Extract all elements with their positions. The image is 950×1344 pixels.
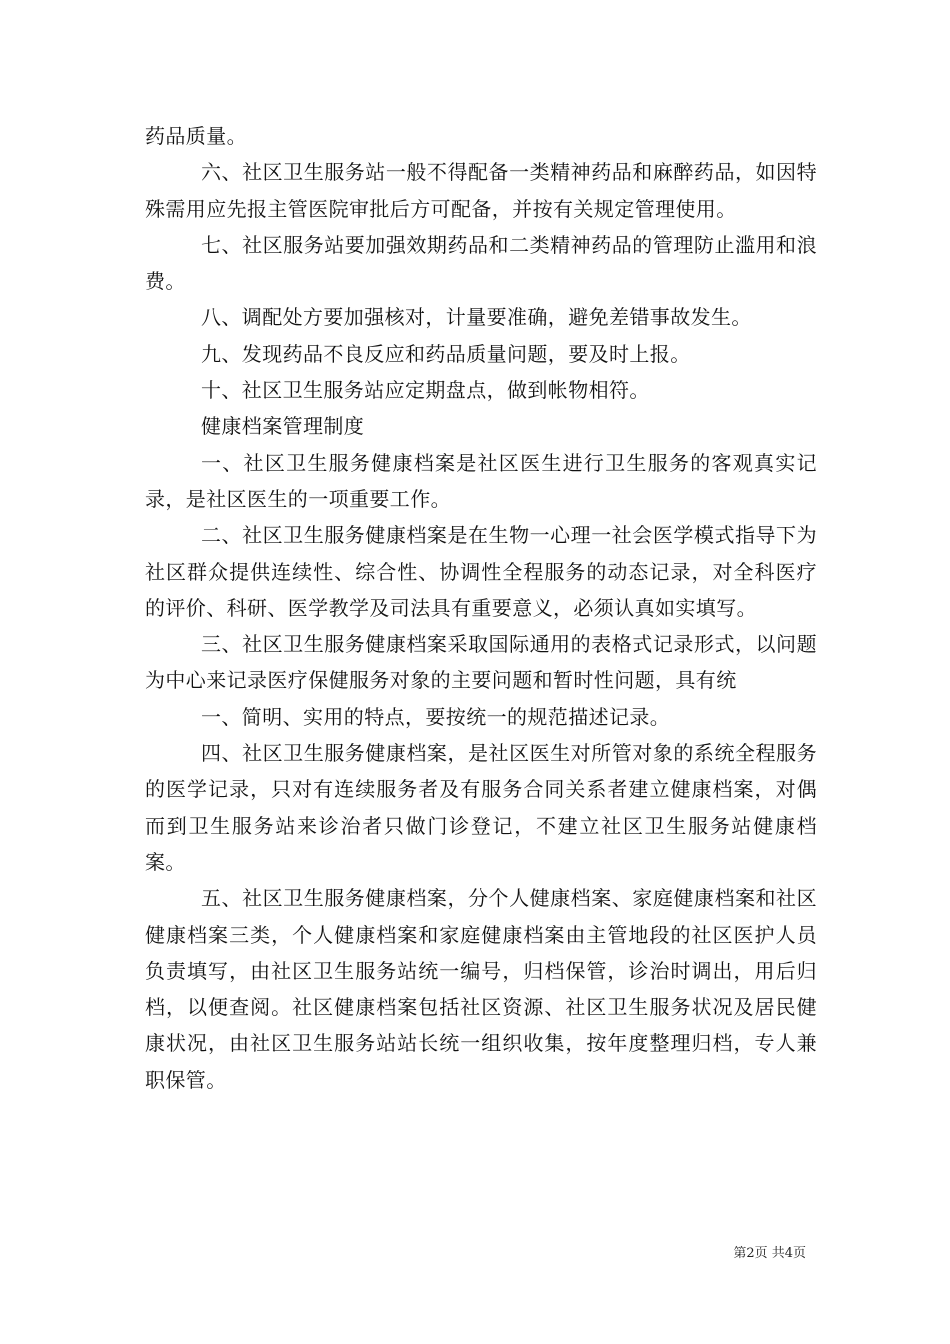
paragraph-11: 一、简明、实用的特点，要按统一的规范描述记录。 — [201, 704, 671, 729]
paragraph-2: 六、社区卫生服务站一般不得配备一类精神药品和麻醉药品，如因特殊需用应先报主管医院审批后方可配备，并按有关规定管理使用。 — [145, 160, 817, 221]
paragraph-8: 一、社区卫生服务健康档案是社区医生进行卫生服务的客观真实记录，是社区医生的一项重要工作。 — [145, 450, 817, 511]
paragraph-12: 四、社区卫生服务健康档案，是社区医生对所管对象的系统全程服务的医学记录，只对有连续服务者及有服务合同关系者建立健康档案，对偶而到卫生服务站来诊治者只做门诊登记，不建立社区卫生服务站健康档案。 — [145, 741, 817, 874]
paragraph-6: 十、社区卫生服务站应定期盘点，做到帐物相符。 — [201, 378, 650, 403]
paragraph-10: 三、社区卫生服务健康档案采取国际通用的表格式记录形式，以问题为中心来记录医疗保健服务对象的主要问题和暂时性问题，具有统 — [145, 632, 817, 693]
paragraph-13: 五、社区卫生服务健康档案，分个人健康档案、家庭健康档案和社区健康档案三类，个人健康档案和家庭健康档案由主管地段的社区医护人员负责填写，由社区卫生服务站统一编号，归档保管，诊治时调出，用后归档，以便查阅。社区健康档案包括社区资源、社区卫生服务状况及居民健康状况，由社区卫生服务站站长统一组织收集，按年度整理归档，专人兼职保管。 — [145, 886, 817, 1092]
document-body — [145, 118, 817, 1098]
paragraph-9: 二、社区卫生服务健康档案是在生物一心理一社会医学模式指导下为社区群众提供连续性、综合性、协调性全程服务的动态记录，对全科医疗的评价、科研、医学教学及司法具有重要意义，必须认真如实填写。 — [145, 523, 817, 620]
page-number-footer: 第2页 共4页 — [733, 1246, 806, 1261]
section-heading: 健康档案管理制度 — [201, 414, 365, 439]
paragraph-3: 七、社区服务站要加强效期药品和二类精神药品的管理防止滥用和浪费。 — [145, 232, 817, 294]
paragraph-5: 九、发现药品不良反应和药品质量问题，要及时上报。 — [201, 341, 691, 366]
paragraph-4: 八、调配处方要加强核对，计量要准确，避免差错事故发生。 — [201, 305, 752, 330]
paragraph-1: 药品质量。 — [145, 124, 247, 148]
